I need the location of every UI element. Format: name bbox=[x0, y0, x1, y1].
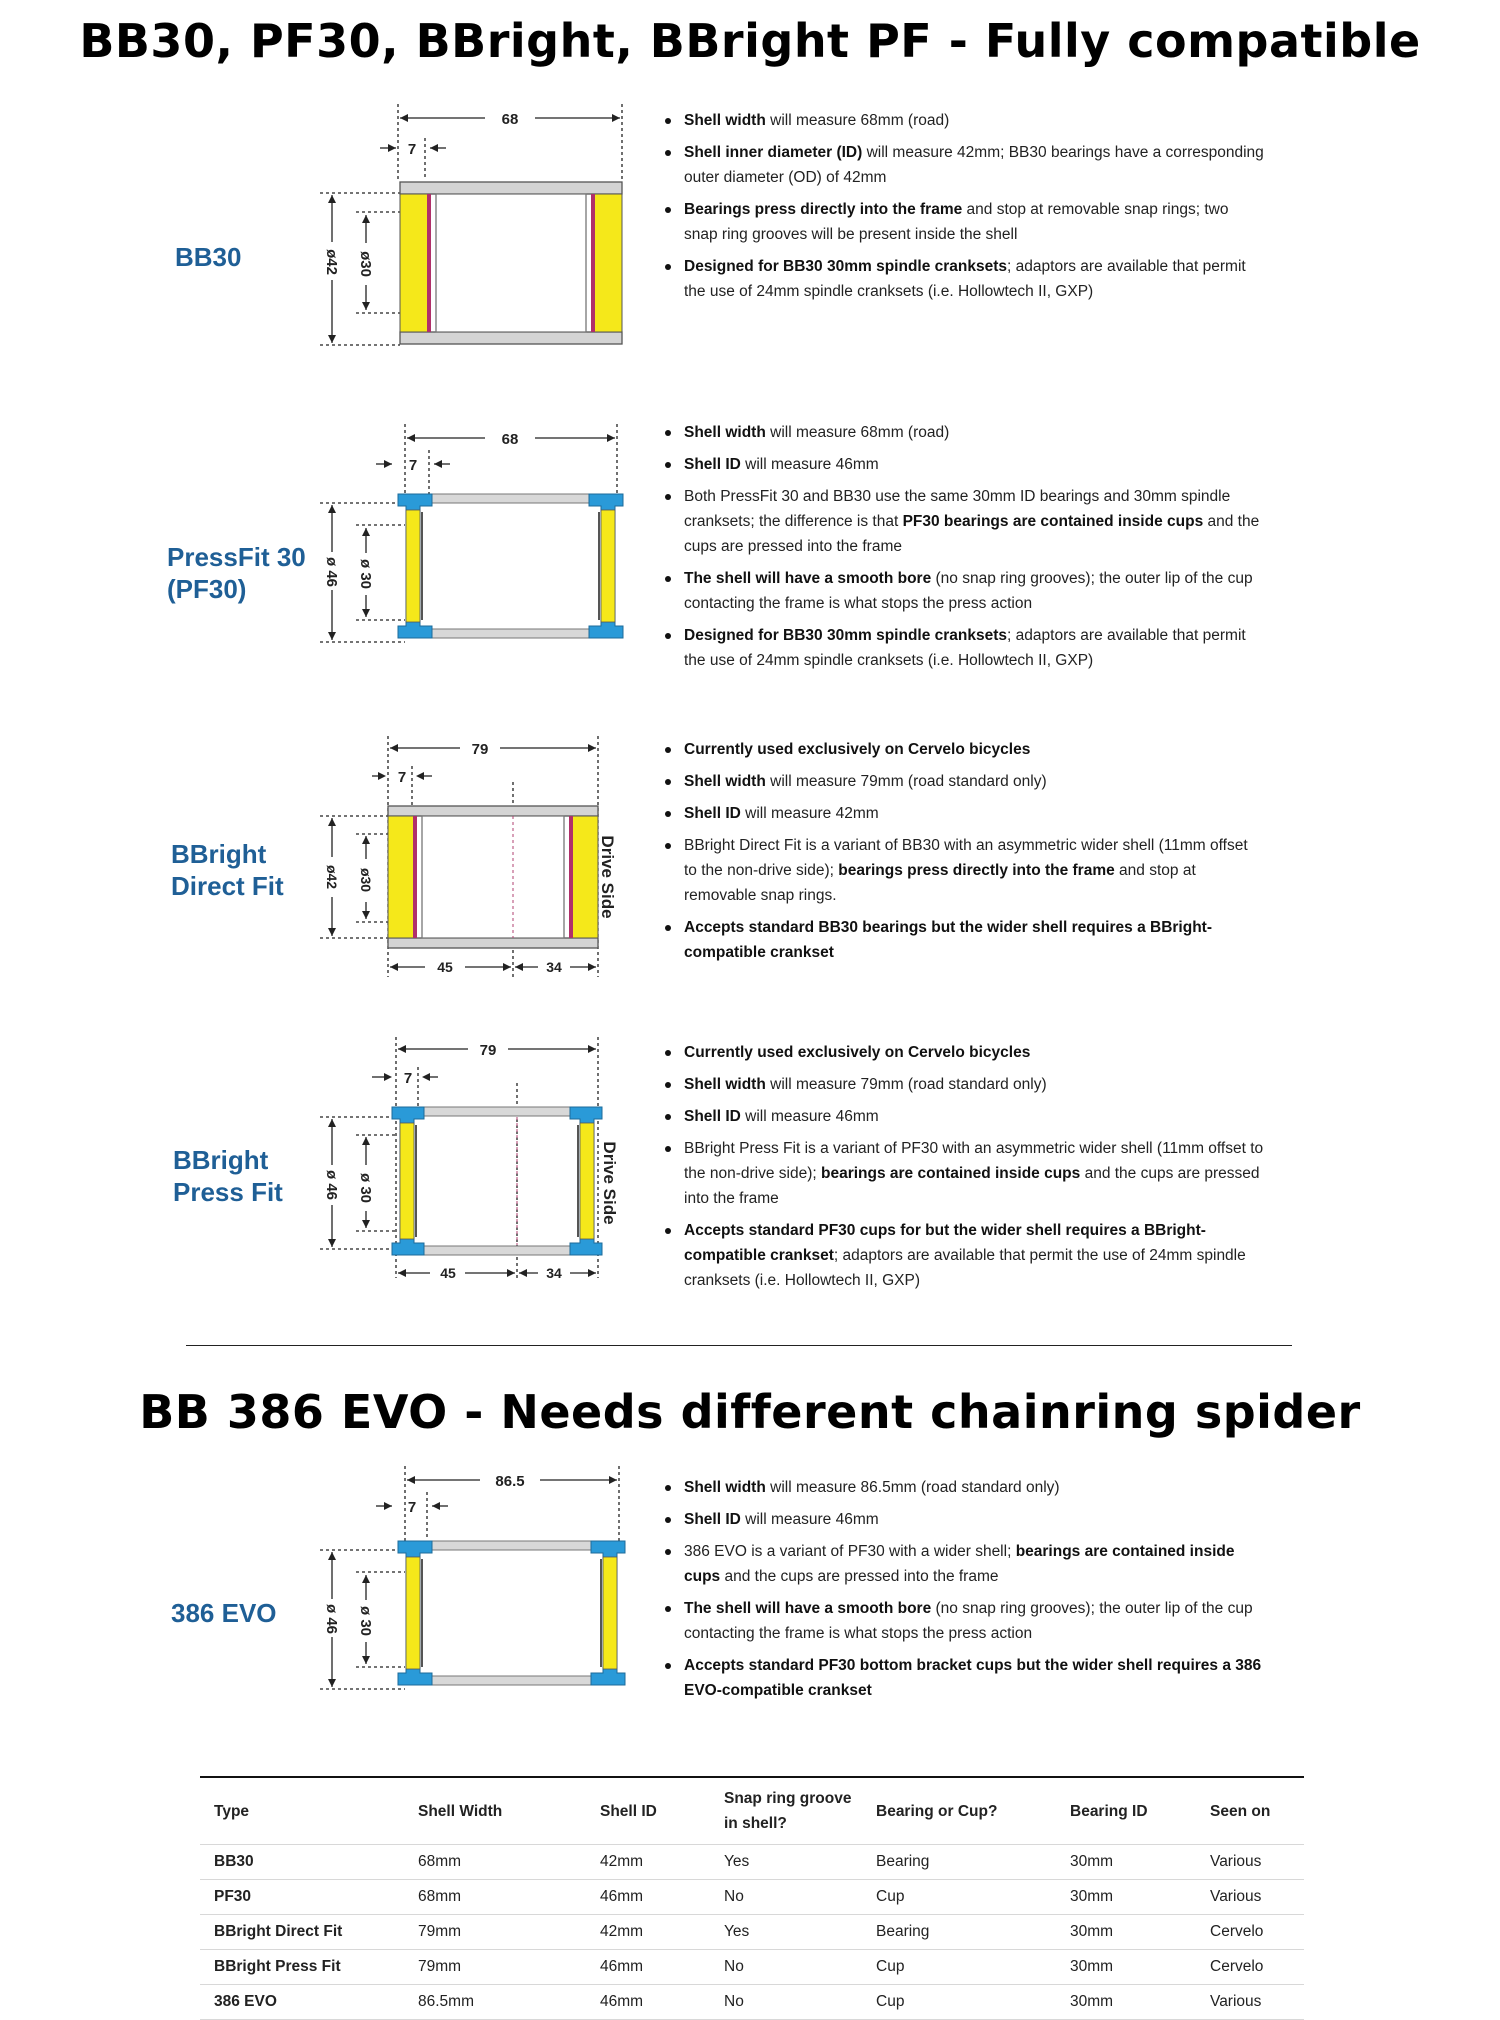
list-item bbox=[684, 623, 1264, 673]
header-type: Type bbox=[200, 1777, 404, 1845]
width-label: 68 bbox=[501, 431, 519, 448]
table-cell: 46mm bbox=[586, 1950, 710, 1985]
right-offset-label: 34 bbox=[546, 1265, 562, 1281]
table-cell: 79mm bbox=[404, 1915, 586, 1950]
pf30-diagram bbox=[320, 420, 640, 650]
bbright-direct-fit-diagram bbox=[320, 732, 640, 982]
table-cell: Various bbox=[1196, 1880, 1304, 1915]
text: will measure 42mm bbox=[740, 805, 879, 822]
outer-diameter-label: ø42 bbox=[323, 249, 340, 275]
inner-diameter-label: ø30 bbox=[357, 251, 374, 277]
width-label: 68 bbox=[501, 111, 519, 128]
bold-text: Designed for BB30 30mm spindle cranksets bbox=[684, 258, 1008, 275]
bold-text: bearings press directly into the frame bbox=[838, 862, 1115, 879]
width-label: 79 bbox=[479, 1042, 497, 1059]
list-item bbox=[684, 1218, 1264, 1293]
table-cell: No bbox=[710, 1985, 862, 2020]
bold-text: Shell ID bbox=[684, 805, 741, 822]
table-cell: Various bbox=[1196, 1845, 1304, 1880]
table-cell: 30mm bbox=[1056, 1985, 1196, 2020]
left-offset-label: 45 bbox=[437, 959, 453, 975]
bold-text: bearings are contained inside cups bbox=[684, 1543, 1235, 1585]
list-item bbox=[684, 1475, 1264, 1500]
list-item bbox=[684, 108, 1264, 133]
table-row bbox=[200, 1950, 1304, 1985]
table-cell: Cup bbox=[862, 1880, 1056, 1915]
outer-diameter-label: ø 46 bbox=[323, 556, 340, 588]
text: and the cups are pressed into the frame bbox=[720, 1568, 999, 1585]
bold-text: The shell will have a smooth bore bbox=[684, 1600, 932, 1617]
table-cell: No bbox=[710, 1950, 862, 1985]
offset-label: 7 bbox=[403, 1070, 413, 1087]
list-item bbox=[684, 1040, 1264, 1065]
bbright-press-fit-diagram bbox=[320, 1033, 640, 1283]
label-line: BB30 bbox=[175, 242, 242, 272]
text: (no snap ring grooves); the outer lip of the cup contacting the frame is what stops the press action bbox=[684, 1600, 1253, 1642]
section-divider bbox=[186, 1345, 1292, 1346]
bold-text: The shell will have a smooth bore bbox=[684, 570, 932, 587]
label-line: BBright bbox=[173, 1145, 269, 1175]
table-cell: 30mm bbox=[1056, 1915, 1196, 1950]
list-item bbox=[684, 254, 1264, 304]
header-shell-id: Shell ID bbox=[586, 1777, 710, 1845]
list-item bbox=[684, 484, 1264, 559]
label-pf30 bbox=[167, 541, 306, 605]
list-item bbox=[684, 801, 1264, 826]
table-row bbox=[200, 1845, 1304, 1880]
offset-label: 7 bbox=[407, 1499, 417, 1516]
header-snap-ring: Snap ring groove in shell? bbox=[710, 1777, 862, 1845]
table-cell: Bearing bbox=[862, 1915, 1056, 1950]
label-line: 386 EVO bbox=[171, 1598, 277, 1628]
bold-text: Shell ID bbox=[684, 1108, 741, 1125]
left-offset-label: 45 bbox=[440, 1265, 456, 1281]
bold-text: Shell width bbox=[684, 1076, 766, 1093]
table-cell: 30mm bbox=[1056, 1845, 1196, 1880]
inner-diameter-label: ø 30 bbox=[357, 1172, 374, 1204]
bbright-direct-fit-bullets bbox=[660, 737, 1264, 972]
section-title: BB 386 EVO - Needs different chainring spider bbox=[139, 1385, 1361, 1439]
table-cell: 86.5mm bbox=[404, 1985, 586, 2020]
text: will measure 68mm (road) bbox=[765, 424, 950, 441]
text: will measure 46mm bbox=[740, 1511, 879, 1528]
table-cell: PF30 bbox=[200, 1880, 404, 1915]
label-line: (PF30) bbox=[167, 574, 247, 604]
text: ; adaptors are available that permit the use of 24mm spindle cranksets (i.e. Hollowtech II, GXP) bbox=[684, 1247, 1246, 1289]
386-evo-diagram bbox=[320, 1462, 640, 1692]
table-cell: Cup bbox=[862, 1950, 1056, 1985]
table-cell: No bbox=[710, 1880, 862, 1915]
comparison-table bbox=[200, 1776, 1304, 2020]
text: and the cups are pressed into the frame bbox=[684, 513, 1260, 555]
header-bearing-or-cup: Bearing or Cup? bbox=[862, 1777, 1056, 1845]
list-item bbox=[684, 769, 1264, 794]
offset-label: 7 bbox=[397, 769, 407, 786]
outer-diameter-label: ø42 bbox=[324, 864, 340, 890]
bold-text: Accepts standard PF30 cups for but the wider shell requires a BBright-compatible crankset bbox=[684, 1222, 1206, 1264]
list-item bbox=[684, 1653, 1264, 1703]
width-label: 86.5 bbox=[495, 1473, 525, 1490]
text: and the cups are pressed into the frame bbox=[684, 1165, 1260, 1207]
pf30-bullets bbox=[660, 420, 1264, 680]
table-cell: BBright Press Fit bbox=[200, 1950, 404, 1985]
text: 386 EVO is a variant of PF30 with a wider shell; bbox=[684, 1543, 1016, 1560]
table-cell: BBright Direct Fit bbox=[200, 1915, 404, 1950]
label-line: BBright bbox=[171, 839, 267, 869]
table-cell: 42mm bbox=[586, 1845, 710, 1880]
list-item bbox=[684, 1072, 1264, 1097]
label-bbright-press-fit bbox=[173, 1144, 283, 1208]
outer-diameter-label: ø 46 bbox=[323, 1169, 340, 1201]
table-cell: Cervelo bbox=[1196, 1915, 1304, 1950]
label-bbright-direct-fit bbox=[171, 838, 284, 902]
list-item bbox=[684, 1136, 1264, 1211]
text: will measure 79mm (road standard only) bbox=[765, 773, 1047, 790]
label-line: Direct Fit bbox=[171, 871, 284, 901]
offset-label: 7 bbox=[407, 141, 417, 158]
table-cell: Bearing bbox=[862, 1845, 1056, 1880]
table-cell: Various bbox=[1196, 1985, 1304, 2020]
right-offset-label: 34 bbox=[546, 959, 562, 975]
table-cell: 30mm bbox=[1056, 1880, 1196, 1915]
list-item bbox=[684, 566, 1264, 616]
bold-text: Shell ID bbox=[684, 1511, 741, 1528]
header-seen-on: Seen on bbox=[1196, 1777, 1304, 1845]
text: BBright Press Fit is a variant of PF30 with an asymmetric wider shell (11mm offset to the non-drive side); bbox=[684, 1140, 1264, 1182]
text: will measure 46mm bbox=[740, 1108, 879, 1125]
list-item bbox=[684, 915, 1264, 965]
header-shell-width: Shell Width bbox=[404, 1777, 586, 1845]
table-cell: 46mm bbox=[586, 1880, 710, 1915]
table-cell: 42mm bbox=[586, 1915, 710, 1950]
table-cell: BB30 bbox=[200, 1845, 404, 1880]
table-cell: 46mm bbox=[586, 1985, 710, 2020]
list-item bbox=[684, 833, 1264, 908]
bbright-press-fit-bullets bbox=[660, 1040, 1264, 1300]
list-item bbox=[684, 420, 1264, 445]
list-item bbox=[684, 1507, 1264, 1532]
table-cell: Cervelo bbox=[1196, 1950, 1304, 1985]
text: ; adaptors are available that permit the use of 24mm spindle cranksets (i.e. Hollowtech II, GXP) bbox=[684, 627, 1246, 669]
text: will measure 42mm; BB30 bearings have a corresponding outer diameter (OD) of 42mm bbox=[684, 144, 1264, 186]
list-item bbox=[684, 197, 1264, 247]
list-item bbox=[684, 1596, 1264, 1646]
list-item bbox=[684, 140, 1264, 190]
label-line: PressFit 30 bbox=[167, 542, 306, 572]
text: will measure 86.5mm (road standard only) bbox=[765, 1479, 1060, 1496]
bold-text: Shell width bbox=[684, 1479, 766, 1496]
label-bb30 bbox=[175, 241, 241, 273]
label-386-evo bbox=[171, 1597, 277, 1629]
table-cell: 386 EVO bbox=[200, 1985, 404, 2020]
text: will measure 79mm (road standard only) bbox=[765, 1076, 1047, 1093]
table-cell: 79mm bbox=[404, 1950, 586, 1985]
bold-text: bearings are contained inside cups bbox=[821, 1165, 1081, 1182]
bold-text: Accepts standard PF30 bottom bracket cups but the wider shell requires a 386 EVO-compatible crankset bbox=[684, 1657, 1262, 1699]
list-item bbox=[684, 1539, 1264, 1589]
text: will measure 68mm (road) bbox=[765, 112, 950, 129]
page-title: BB30, PF30, BBright, BBright PF - Fully compatible bbox=[79, 14, 1421, 68]
bold-text: Currently used exclusively on Cervelo bicycles bbox=[684, 741, 1031, 758]
table-cell: 68mm bbox=[404, 1880, 586, 1915]
offset-label: 7 bbox=[408, 457, 418, 474]
list-item bbox=[684, 1104, 1264, 1129]
bb30-diagram bbox=[320, 100, 640, 360]
drive-side-label: Drive Side bbox=[600, 1141, 619, 1225]
table-cell: 68mm bbox=[404, 1845, 586, 1880]
list-item bbox=[684, 452, 1264, 477]
bold-text: Designed for BB30 30mm spindle cranksets bbox=[684, 627, 1008, 644]
header-bearing-id: Bearing ID bbox=[1056, 1777, 1196, 1845]
bold-text: Shell inner diameter (ID) bbox=[684, 144, 863, 161]
table-row bbox=[200, 1985, 1304, 2020]
width-label: 79 bbox=[471, 741, 489, 758]
text: (no snap ring grooves); the outer lip of the cup contacting the frame is what stops the press action bbox=[684, 570, 1253, 612]
table-cell: Yes bbox=[710, 1845, 862, 1880]
text: and stop at removable snap rings. bbox=[684, 862, 1196, 904]
table-cell: Yes bbox=[710, 1915, 862, 1950]
label-line: Press Fit bbox=[173, 1177, 283, 1207]
text: BBright Direct Fit is a variant of BB30 with an asymmetric wider shell (11mm offset to the non-drive side); bbox=[684, 837, 1248, 879]
bold-text: Shell ID bbox=[684, 456, 741, 473]
table-row bbox=[200, 1915, 1304, 1950]
table-cell: 30mm bbox=[1056, 1950, 1196, 1985]
text: will measure 46mm bbox=[740, 456, 879, 473]
outer-diameter-label: ø 46 bbox=[323, 1603, 340, 1635]
bold-text: Shell width bbox=[684, 424, 766, 441]
bold-text: Bearings press directly into the frame bbox=[684, 201, 963, 218]
text: ; adaptors are available that permit the use of 24mm spindle cranksets (i.e. Hollowtech II, GXP) bbox=[684, 258, 1246, 300]
bold-text: PF30 bearings are contained inside cups bbox=[902, 513, 1204, 530]
inner-diameter-label: ø 30 bbox=[357, 1605, 374, 1637]
bb30-bullets bbox=[660, 108, 1264, 311]
list-item bbox=[684, 737, 1264, 762]
bold-text: Shell width bbox=[684, 112, 766, 129]
inner-diameter-label: ø30 bbox=[358, 867, 374, 893]
386-evo-bullets bbox=[660, 1475, 1264, 1710]
text: Both PressFit 30 and BB30 use the same 30mm ID bearings and 30mm spindle cranksets; the difference is that bbox=[684, 488, 1231, 530]
table-header-row bbox=[200, 1777, 1304, 1845]
table-cell: Cup bbox=[862, 1985, 1056, 2020]
text: and stop at removable snap rings; two snap ring grooves will be present inside the shell bbox=[684, 201, 1229, 243]
bold-text: Currently used exclusively on Cervelo bicycles bbox=[684, 1044, 1031, 1061]
bold-text: Shell width bbox=[684, 773, 766, 790]
table-row bbox=[200, 1880, 1304, 1915]
bold-text: Accepts standard BB30 bearings but the wider shell requires a BBright-compatible crankset bbox=[684, 919, 1212, 961]
inner-diameter-label: ø 30 bbox=[357, 558, 374, 590]
drive-side-label: Drive Side bbox=[598, 835, 617, 919]
